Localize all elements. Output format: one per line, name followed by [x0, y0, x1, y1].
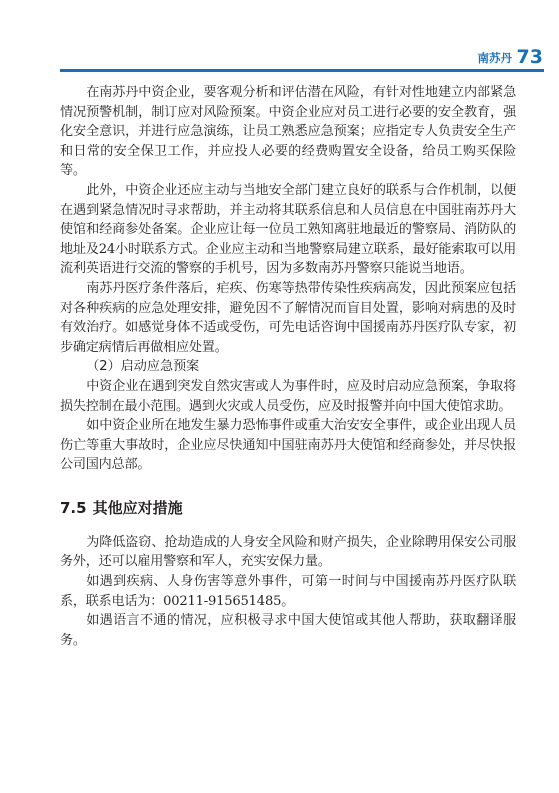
body-paragraph: 如遇到疾病、人身伤害等意外事件，可第一时间与中国援南苏丹医疗队联系，联系电话为：00211-915651485。 [60, 574, 516, 609]
page-body [60, 83, 516, 650]
header-rule [60, 69, 544, 72]
body-paragraph: 在南苏丹中资企业，要客观分析和评估潜在风险，有针对性地建立内部紧急情况预警机制，制订应对风险预案。中资企业应对员工进行必要的安全教育，强化安全意识，并进行应急演练，让员工熟悉应急预案；应指定专人负责安全生产和日常的安全保卫工作，并应投人必要的经费购置安全设备，给员工购买保险等。 [60, 85, 516, 179]
header-title: 南苏丹 [477, 51, 512, 65]
section-heading [60, 498, 516, 518]
body-paragraph: 南苏丹医疗条件落后，疟疾、伤寒等热带传染性疾病高发，因此预案应包括对各种疾病的应急处理安排，避免因不了解情况而盲目处置，影响对病患的及时有效治疗。如感觉身体不适或受伤，可先电话咨询中国援南苏丹医疗队专家，初步确定病情后再做相应处置。 [60, 280, 516, 355]
body-paragraph: 如遇语言不通的情况，应积极寻求中国大使馆或其他人帮助，获取翻译服务。 [60, 613, 516, 648]
body-paragraph: 中资企业在遇到突发自然灾害或人为事件时，应及时启动应急预案，争取将损失控制在最小范围。遇到火灾或人员受伤，应及时报警并向中国大使馆求助。 [60, 378, 516, 414]
page-header [0, 48, 559, 76]
body-paragraph: 此外，中资企业还应主动与当地安全部门建立良好的联系与合作机制，以便在遇到紧急情况时寻求帮助，并主动将其联系信息和人员信息在中国驻南苏丹大使馆和经商参处备案。企业应让每一位员工熟知离驻地最近的警察局、消防队的地址及24小时联系方式。企业应主动和当地警察局建立联系，最好能索取可以用流利英语进行交流的警察的手机号，因为多数南苏丹警察只能说当地语。 [60, 182, 516, 277]
body-paragraph: 为降低盗窃、抢劫造成的人身安全风险和财产损失，企业除聘用保安公司服务外，还可以雇用警察和军人，充实安保力量。 [60, 534, 516, 570]
body-paragraph: 如中资企业所在地发生暴力恐怖事件或重大治安安全事件，或企业出现人员伤亡等重大事故时，企业应尽快通知中国驻南苏丹大使馆和经商参处，并尽快报公司国内总部。 [60, 418, 516, 473]
section-title: 其他应对措施 [92, 498, 183, 517]
page-number: 73 [516, 46, 543, 68]
section-number: 7.5 [60, 498, 87, 517]
subheading: （2）启动应急预案 [86, 359, 200, 375]
